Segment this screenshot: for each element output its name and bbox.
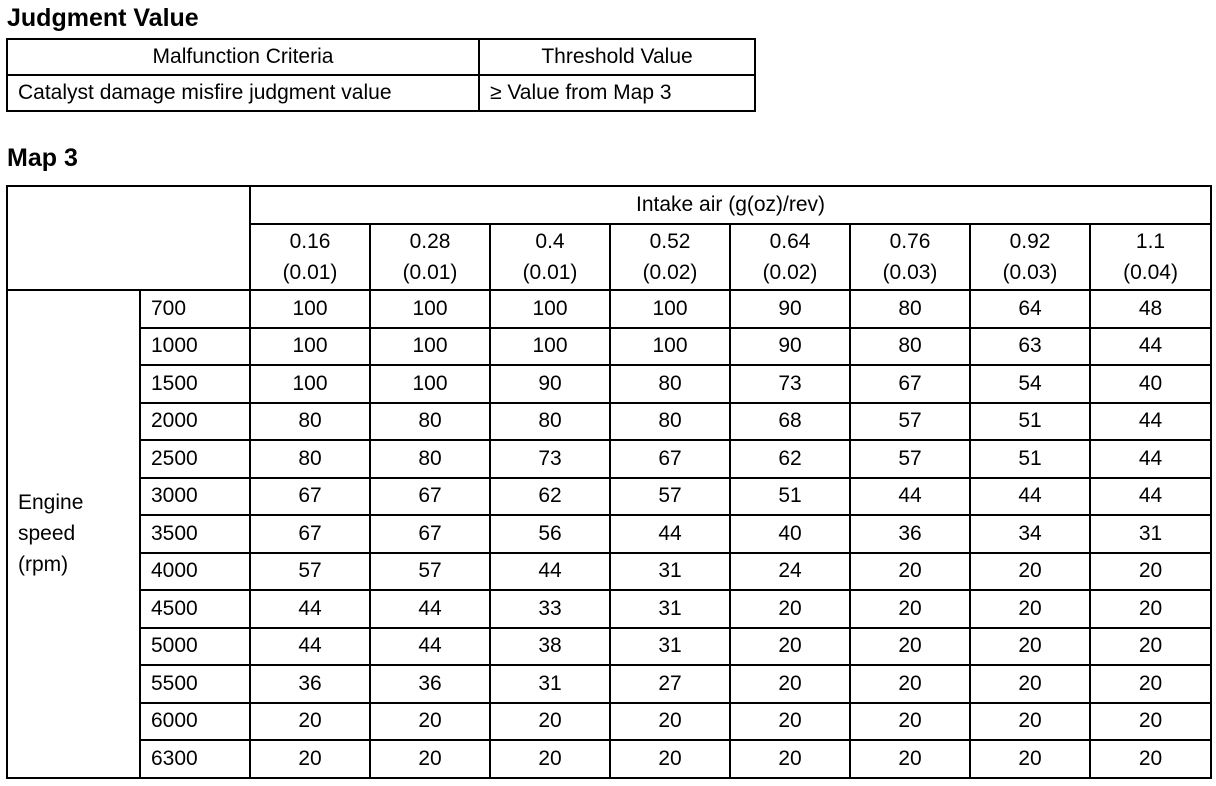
- judgment-row: [7, 75, 755, 111]
- map-value-cell: 67: [370, 478, 490, 516]
- map-value-cell: 67: [610, 440, 730, 478]
- intake-g-value: 0.64: [769, 230, 811, 253]
- intake-g-value: 1.1: [1135, 230, 1166, 253]
- criteria-cell: Catalyst damage misfire judgment value: [7, 75, 479, 111]
- rpm-cell: 3500: [140, 515, 250, 553]
- map-value-cell: 100: [490, 328, 610, 366]
- map-value-cell: 20: [730, 590, 850, 628]
- map-row: [7, 403, 1211, 441]
- engine-speed-label: [7, 290, 140, 778]
- map-value-cell: 20: [1090, 665, 1211, 703]
- rpm-cell: 1500: [140, 365, 250, 403]
- map-value-cell: 67: [850, 365, 970, 403]
- map-row: [7, 365, 1211, 403]
- map-value-cell: 100: [250, 290, 370, 328]
- map-value-cell: 67: [250, 515, 370, 553]
- intake-oz-value: (0.02): [642, 261, 698, 284]
- map-value-cell: 34: [970, 515, 1090, 553]
- engine-speed-label-line: (rpm): [18, 553, 69, 577]
- intake-g-value: 0.76: [889, 230, 931, 253]
- map-value-cell: 20: [970, 665, 1090, 703]
- intake-oz-value: (0.01): [402, 261, 458, 284]
- intake-g-value: 0.4: [535, 230, 565, 253]
- rpm-cell: 6000: [140, 703, 250, 741]
- map-value-cell: 20: [370, 740, 490, 778]
- intake-header-row: [7, 186, 1211, 224]
- map-value-cell: 20: [1090, 628, 1211, 666]
- map-value-cell: 44: [370, 628, 490, 666]
- intake-column-header: [850, 224, 970, 290]
- map-value-cell: 20: [1090, 553, 1211, 591]
- map-value-cell: 62: [490, 478, 610, 516]
- map-value-cell: 57: [250, 553, 370, 591]
- map-value-cell: 80: [850, 328, 970, 366]
- map-value-cell: 90: [490, 365, 610, 403]
- map-row: [7, 703, 1211, 741]
- map-value-cell: 36: [850, 515, 970, 553]
- map-value-cell: 40: [730, 515, 850, 553]
- map-value-cell: 67: [370, 515, 490, 553]
- intake-column-header: [730, 224, 850, 290]
- map-value-cell: 36: [370, 665, 490, 703]
- intake-column-header: [970, 224, 1090, 290]
- intake-g-value: 0.92: [1009, 230, 1051, 253]
- map-value-cell: 20: [610, 703, 730, 741]
- map-row: [7, 553, 1211, 591]
- map-row: [7, 665, 1211, 703]
- intake-column-header: [250, 224, 370, 290]
- map-value-cell: 100: [370, 328, 490, 366]
- map-value-cell: 27: [610, 665, 730, 703]
- map-value-cell: 67: [250, 478, 370, 516]
- map-value-cell: 31: [610, 590, 730, 628]
- map-value-cell: 20: [490, 703, 610, 741]
- map-value-cell: 44: [250, 590, 370, 628]
- intake-g-value: 0.16: [289, 230, 331, 253]
- map-value-cell: 40: [1090, 365, 1211, 403]
- map-value-cell: 20: [850, 590, 970, 628]
- map-row: [7, 590, 1211, 628]
- intake-oz-value: (0.03): [1002, 261, 1058, 284]
- map-value-cell: 20: [730, 628, 850, 666]
- map-value-cell: 51: [730, 478, 850, 516]
- rpm-cell: 3000: [140, 478, 250, 516]
- engine-speed-label-line: Engine: [18, 491, 84, 515]
- map-row: [7, 515, 1211, 553]
- map-value-cell: 80: [490, 403, 610, 441]
- map-value-cell: 80: [370, 403, 490, 441]
- map-3-table: [6, 185, 1212, 779]
- map-value-cell: 44: [1090, 328, 1211, 366]
- intake-oz-value: (0.02): [762, 261, 818, 284]
- map-value-cell: 20: [610, 740, 730, 778]
- map-row: [7, 440, 1211, 478]
- intake-oz-value: (0.04): [1123, 261, 1178, 284]
- map-value-cell: 80: [610, 365, 730, 403]
- map-value-cell: 63: [970, 328, 1090, 366]
- engine-speed-label-line: speed: [18, 522, 76, 546]
- map-value-cell: 80: [610, 403, 730, 441]
- map-value-cell: 80: [850, 290, 970, 328]
- map-value-cell: 90: [730, 328, 850, 366]
- map-value-cell: 20: [490, 740, 610, 778]
- rpm-cell: 4500: [140, 590, 250, 628]
- map-value-cell: 57: [610, 478, 730, 516]
- map-value-cell: 80: [250, 440, 370, 478]
- map-value-cell: 20: [850, 740, 970, 778]
- judgment-table: [6, 38, 756, 112]
- map-value-cell: 100: [250, 328, 370, 366]
- map-value-cell: 100: [370, 290, 490, 328]
- map-value-cell: 80: [250, 403, 370, 441]
- map-value-cell: 31: [490, 665, 610, 703]
- corner-cell: [7, 186, 250, 290]
- map-value-cell: 20: [1090, 703, 1211, 741]
- map-value-cell: 54: [970, 365, 1090, 403]
- map-value-cell: 44: [1090, 440, 1211, 478]
- map-value-cell: 20: [970, 740, 1090, 778]
- map-3-heading: Map 3: [7, 144, 78, 172]
- map-value-cell: 57: [370, 553, 490, 591]
- map-value-cell: 57: [850, 403, 970, 441]
- map-value-cell: 20: [970, 703, 1090, 741]
- intake-g-value: 0.28: [409, 230, 451, 253]
- criteria-header: Malfunction Criteria: [7, 39, 479, 75]
- intake-column-header: [370, 224, 490, 290]
- map-value-cell: 73: [730, 365, 850, 403]
- map-value-cell: 100: [610, 328, 730, 366]
- map-value-cell: 31: [610, 553, 730, 591]
- map-value-cell: 51: [970, 440, 1090, 478]
- intake-g-value: 0.52: [649, 230, 691, 253]
- map-value-cell: 33: [490, 590, 610, 628]
- map-value-cell: 48: [1090, 290, 1211, 328]
- map-value-cell: 20: [250, 703, 370, 741]
- map-value-cell: 56: [490, 515, 610, 553]
- map-value-cell: 44: [610, 515, 730, 553]
- rpm-cell: 700: [140, 290, 250, 328]
- map-value-cell: 51: [970, 403, 1090, 441]
- map-value-cell: 90: [730, 290, 850, 328]
- map-value-cell: 73: [490, 440, 610, 478]
- map-value-cell: 38: [490, 628, 610, 666]
- map-value-cell: 36: [250, 665, 370, 703]
- rpm-cell: 4000: [140, 553, 250, 591]
- map-value-cell: 100: [490, 290, 610, 328]
- map-value-cell: 44: [370, 590, 490, 628]
- map-value-cell: 20: [1090, 590, 1211, 628]
- rpm-cell: 5500: [140, 665, 250, 703]
- map-value-cell: 20: [970, 628, 1090, 666]
- threshold-header: Threshold Value: [479, 39, 755, 75]
- intake-air-header: Intake air (g(oz)/rev): [250, 186, 1211, 224]
- rpm-cell: 5000: [140, 628, 250, 666]
- map-value-cell: 64: [970, 290, 1090, 328]
- map-value-cell: 20: [850, 665, 970, 703]
- map-value-cell: 62: [730, 440, 850, 478]
- judgment-value-heading: Judgment Value: [7, 4, 199, 32]
- map-value-cell: 100: [370, 365, 490, 403]
- rpm-cell: 6300: [140, 740, 250, 778]
- judgment-header-row: [7, 39, 755, 75]
- map-value-cell: 20: [730, 665, 850, 703]
- map-value-cell: 20: [850, 553, 970, 591]
- map-value-cell: 100: [610, 290, 730, 328]
- map-value-cell: 20: [970, 590, 1090, 628]
- intake-oz-value: (0.01): [522, 261, 578, 284]
- intake-column-header: [1090, 224, 1211, 290]
- map-value-cell: 20: [850, 703, 970, 741]
- intake-column-header: [610, 224, 730, 290]
- intake-oz-value: (0.01): [282, 261, 338, 284]
- map-value-cell: 20: [730, 703, 850, 741]
- map-value-cell: 24: [730, 553, 850, 591]
- map-row: [7, 628, 1211, 666]
- threshold-cell: ≥ Value from Map 3: [479, 75, 755, 111]
- intake-column-header: [490, 224, 610, 290]
- map-value-cell: 31: [610, 628, 730, 666]
- map-value-cell: 20: [850, 628, 970, 666]
- map-row: [7, 740, 1211, 778]
- map-value-cell: 100: [250, 365, 370, 403]
- map-value-cell: 20: [1090, 740, 1211, 778]
- map-value-cell: 20: [250, 740, 370, 778]
- map-value-cell: 31: [1090, 515, 1211, 553]
- map-value-cell: 44: [850, 478, 970, 516]
- map-value-cell: 44: [250, 628, 370, 666]
- map-value-cell: 68: [730, 403, 850, 441]
- map-value-cell: 20: [370, 703, 490, 741]
- map-value-cell: 44: [970, 478, 1090, 516]
- map-value-cell: 20: [970, 553, 1090, 591]
- map-row: [7, 478, 1211, 516]
- map-value-cell: 44: [1090, 403, 1211, 441]
- map-row: [7, 328, 1211, 366]
- map-value-cell: 80: [370, 440, 490, 478]
- map-row: [7, 290, 1211, 328]
- map-value-cell: 44: [490, 553, 610, 591]
- rpm-cell: 2500: [140, 440, 250, 478]
- map-value-cell: 44: [1090, 478, 1211, 516]
- map-value-cell: 57: [850, 440, 970, 478]
- map-value-cell: 20: [730, 740, 850, 778]
- intake-oz-value: (0.03): [882, 261, 938, 284]
- rpm-cell: 1000: [140, 328, 250, 366]
- rpm-cell: 2000: [140, 403, 250, 441]
